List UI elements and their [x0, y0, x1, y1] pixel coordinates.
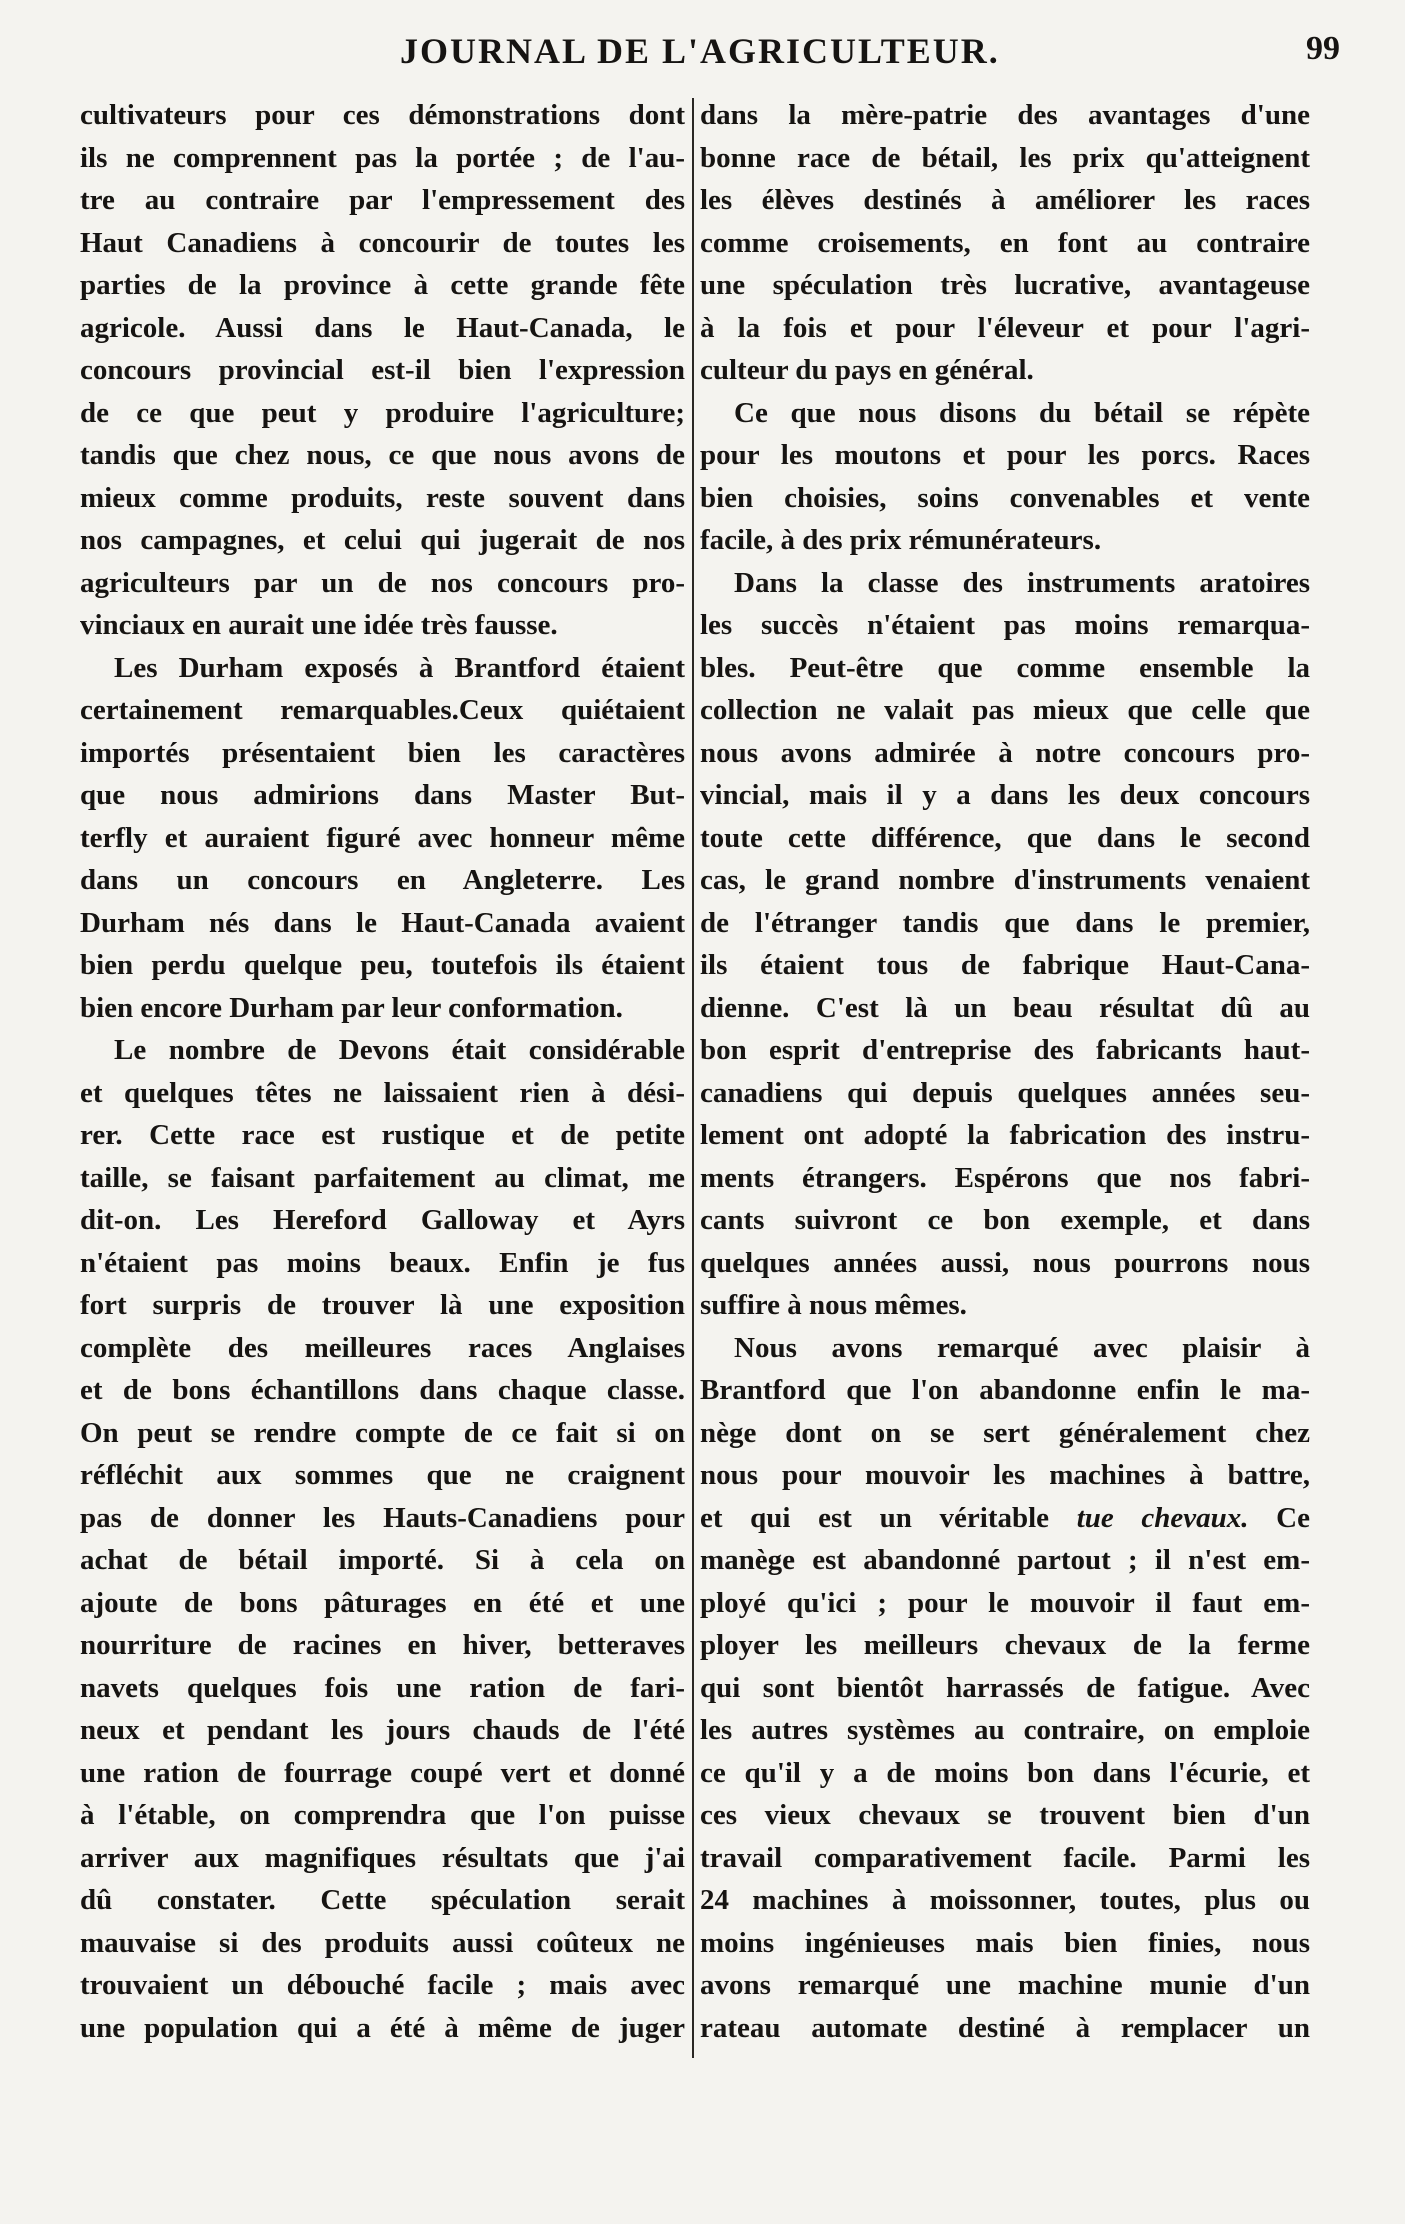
text-line: n'étaient pas moins beaux. Enfin je fus	[80, 1246, 685, 1279]
text-line: quelques années aussi, nous pourrons nous	[700, 1246, 1310, 1279]
text-line: ces vieux chevaux se trouvent bien d'un	[700, 1799, 1310, 1831]
text-line: navets quelques fois une ration de fari-	[80, 1671, 685, 1704]
text-line: Les Durham exposés à Brantford étaient	[114, 651, 685, 684]
text-line: à la fois et pour l'éleveur et pour l'agri-	[700, 311, 1310, 344]
text-line: agriculteurs par un de nos concours pro-	[80, 566, 685, 599]
text-line: une spéculation très lucrative, avantageuse	[700, 269, 1310, 301]
text-line: ils ne comprennent pas la portée ; de l'au-	[80, 141, 685, 174]
left-column	[80, 94, 685, 2074]
text-line: comme croisements, en font au contraire	[700, 226, 1310, 259]
text-line: culteur du pays en général.	[700, 354, 1034, 386]
text-line: moins ingénieuses mais bien finies, nous	[700, 1926, 1310, 1959]
text-line: dans un concours en Angleterre. Les	[80, 864, 685, 896]
text-line: que nous admirions dans Master But-	[80, 779, 685, 811]
text-line: nous pour mouvoir les machines à battre,	[700, 1459, 1310, 1491]
text-line: nège dont on se sert généralement chez	[700, 1416, 1310, 1449]
right-column	[700, 94, 1310, 2074]
text-line: cants suivront ce bon exemple, et dans	[700, 1204, 1310, 1236]
text-line: tre au contraire par l'empressement des	[80, 184, 685, 216]
text-line: concours provincial est-il bien l'expression	[80, 354, 685, 386]
text-line: ce qu'il y a de moins bon dans l'écurie, et	[700, 1756, 1310, 1789]
text-line: dienne. C'est là un beau résultat dû au	[700, 991, 1310, 1024]
text-line: dû constater. Cette spéculation serait	[80, 1884, 685, 1916]
text-line: rateau automate destiné à remplacer un	[700, 2011, 1310, 2044]
text-line: bien choisies, soins convenables et vente	[700, 481, 1310, 514]
text-line: cas, le grand nombre d'instruments venaient	[700, 864, 1310, 896]
text-line: vinciaux en aurait une idée très fausse.	[80, 609, 558, 641]
text-line: cultivateurs pour ces démonstrations dont	[80, 99, 685, 131]
text-line: Durham nés dans le Haut-Canada avaient	[80, 906, 685, 939]
text-line: dit-on. Les Hereford Galloway et Ayrs	[80, 1204, 685, 1236]
text-line: terfly et auraient figuré avec honneur même	[80, 821, 685, 854]
text-line: pour les moutons et pour les porcs. Races	[700, 439, 1310, 471]
text-line: achat de bétail importé. Si à cela on	[80, 1544, 685, 1576]
text-line: certainement remarquables.Ceux quiétaient	[80, 694, 685, 726]
text-line: collection ne valait pas mieux que celle que	[700, 694, 1310, 726]
text-line: manège est abandonné partout ; il n'est em-	[700, 1544, 1310, 1576]
text-line: une ration de fourrage coupé vert et donné	[80, 1756, 685, 1789]
text-line: nous avons admirée à notre concours pro-	[700, 736, 1310, 769]
text-line: dans la mère-patrie des avantages d'une	[700, 99, 1310, 131]
text-line: parties de la province à cette grande fête	[80, 269, 685, 301]
text-line: vincial, mais il y a dans les deux concours	[700, 779, 1310, 811]
text-line: nourriture de racines en hiver, betteraves	[80, 1629, 685, 1661]
page-header	[70, 30, 1340, 80]
text-line: bien encore Durham par leur conformation.	[80, 991, 623, 1024]
text-line: neux et pendant les jours chauds de l'été	[80, 1714, 685, 1746]
text-line: et quelques têtes ne laissaient rien à dési-	[80, 1076, 685, 1109]
text-line: réfléchit aux sommes que ne craignent	[80, 1459, 685, 1491]
text-line: ployer les meilleurs chevaux de la ferme	[700, 1629, 1310, 1661]
text-line: bles. Peut-être que comme ensemble la	[700, 651, 1310, 684]
text-line: bonne race de bétail, les prix qu'atteignent	[700, 141, 1310, 174]
text-line: les élèves destinés à améliorer les races	[700, 184, 1310, 216]
text-line: importés présentaient bien les caractères	[80, 736, 685, 769]
text-line: ils étaient tous de fabrique Haut-Cana-	[700, 949, 1310, 981]
column-divider	[692, 98, 694, 2058]
text-line: facile, à des prix rémunérateurs.	[700, 524, 1102, 556]
text-line: ajoute de bons pâturages en été et une	[80, 1586, 685, 1619]
text-line: trouvaient un débouché facile ; mais avec	[80, 1969, 685, 2001]
text-line: bien perdu quelque peu, toutefois ils étaient	[80, 949, 685, 981]
text-line: de ce que peut y produire l'agriculture;	[80, 396, 685, 429]
text-line: suffire à nous mêmes.	[700, 1289, 967, 1321]
text-line: de l'étranger tandis que dans le premier,	[700, 906, 1310, 939]
text-line: arriver aux magnifiques résultats que j'ai	[80, 1841, 685, 1874]
text-line: rer. Cette race est rustique et de petite	[80, 1119, 685, 1151]
text-line: ments étrangers. Espérons que nos fabri-	[700, 1161, 1310, 1194]
text-line: les succès n'étaient pas moins remarqua-	[700, 609, 1310, 641]
text-line: canadiens qui depuis quelques années seu-	[700, 1076, 1310, 1109]
text-line: tandis que chez nous, ce que nous avons de	[80, 439, 685, 471]
text-line: qui sont bientôt harrassés de fatigue. Avec	[700, 1671, 1310, 1704]
text-line: mauvaise si des produits aussi coûteux ne	[80, 1926, 685, 1959]
text-line: Dans la classe des instruments aratoires	[734, 566, 1310, 599]
journal-title: JOURNAL DE L'AGRICULTEUR.	[400, 31, 1000, 71]
text-line: complète des meilleures races Anglaises	[80, 1331, 685, 1364]
text-line: les autres systèmes au contraire, on emploie	[700, 1714, 1310, 1746]
text-line: mieux comme produits, reste souvent dans	[80, 481, 685, 514]
text-line: toute cette différence, que dans le second	[700, 821, 1310, 854]
text-line: Ce que nous disons du bétail se répète	[734, 396, 1310, 429]
text-line: lement ont adopté la fabrication des instru-	[700, 1119, 1310, 1151]
text-line: avons remarqué une machine munie d'un	[700, 1969, 1310, 2001]
text-line: Haut Canadiens à concourir de toutes les	[80, 226, 685, 259]
page-number: 99	[1306, 30, 1340, 67]
text-line: Nous avons remarqué avec plaisir à	[734, 1331, 1310, 1364]
text-line: agricole. Aussi dans le Haut-Canada, le	[80, 311, 685, 344]
text-line: Le nombre de Devons était considérable	[114, 1034, 685, 1066]
text-line: fort surpris de trouver là une exposition	[80, 1289, 685, 1321]
text-line: taille, se faisant parfaitement au climat, me	[80, 1161, 685, 1194]
text-line: travail comparativement facile. Parmi les	[700, 1841, 1310, 1874]
text-line: et de bons échantillons dans chaque classe.	[80, 1374, 685, 1406]
text-line: pas de donner les Hauts-Canadiens pour	[80, 1501, 685, 1534]
text-line: et qui est un véritable tue chevaux. Ce	[700, 1501, 1310, 1534]
text-line: nos campagnes, et celui qui jugerait de nos	[80, 524, 685, 556]
text-line: ployé qu'ici ; pour le mouvoir il faut em-	[700, 1586, 1310, 1619]
text-line: Brantford que l'on abandonne enfin le ma-	[700, 1374, 1310, 1406]
text-line: bon esprit d'entreprise des fabricants haut-	[700, 1034, 1310, 1066]
text-line: 24 machines à moissonner, toutes, plus ou	[700, 1884, 1310, 1916]
text-line: On peut se rendre compte de ce fait si on	[80, 1416, 685, 1449]
text-line: une population qui a été à même de juger	[80, 2011, 685, 2044]
text-line: à l'étable, on comprendra que l'on puisse	[80, 1799, 685, 1831]
